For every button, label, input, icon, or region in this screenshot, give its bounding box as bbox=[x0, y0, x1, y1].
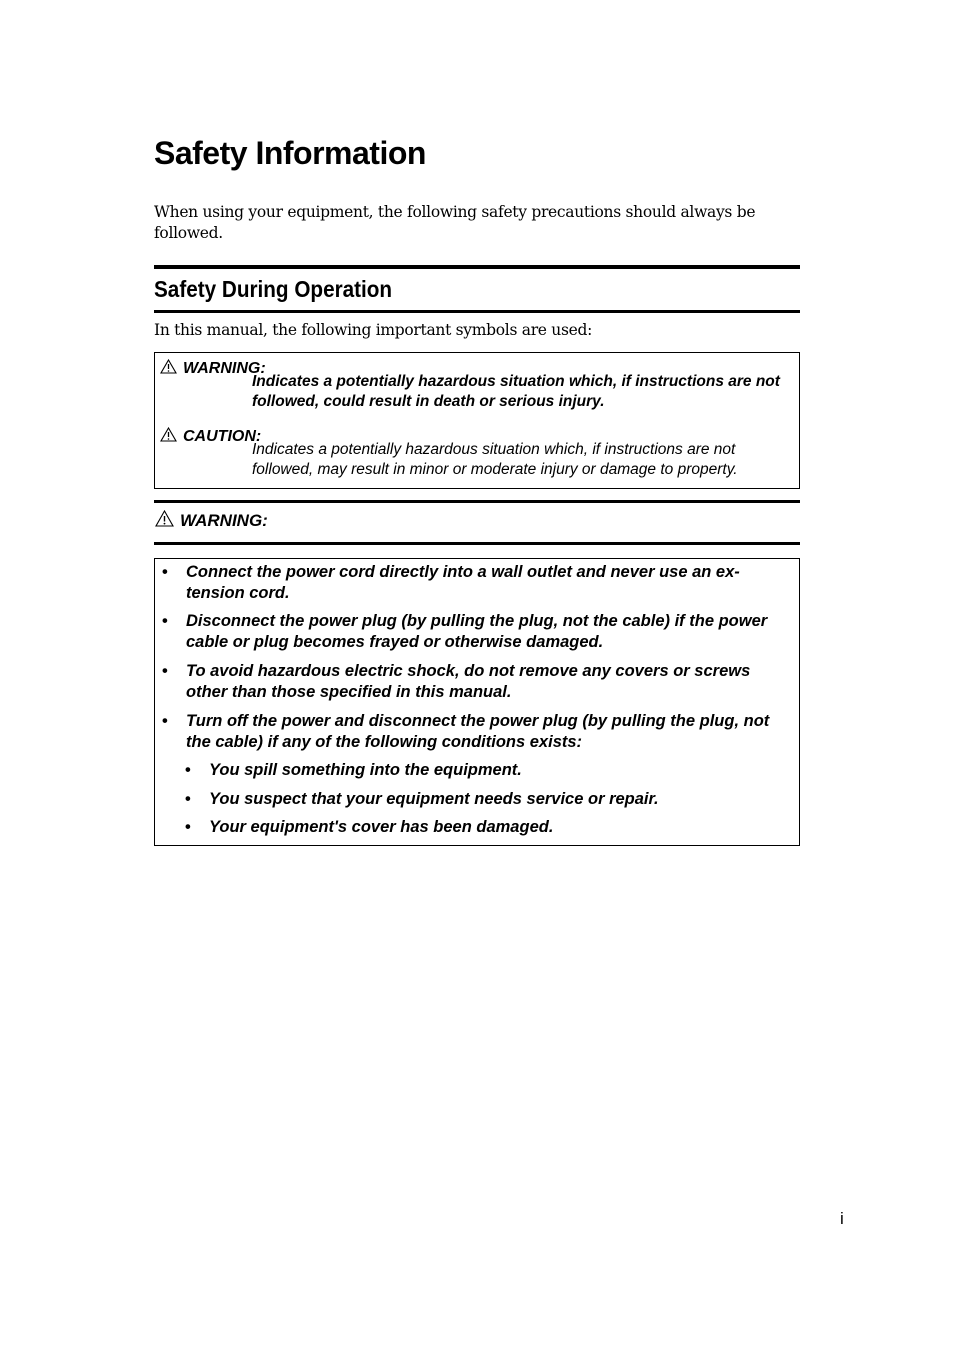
legend-caution-label bbox=[160, 427, 261, 447]
symbols-intro: In this manual, the following important symbols are used: bbox=[154, 321, 593, 339]
bullet-dot: • bbox=[162, 563, 168, 581]
section-bottom-rule bbox=[154, 310, 800, 313]
legend-caution-description: Indicates a potentially hazardous situation which, if instructions are not followed, may result in minor or moderate injury or damage to property. bbox=[252, 441, 738, 478]
warning-top-rule bbox=[154, 500, 800, 503]
section-heading: Safety During Operation bbox=[154, 276, 393, 302]
symbols-legend-box bbox=[154, 352, 800, 489]
warning-triangle-icon bbox=[155, 510, 174, 532]
bullet-dot: • bbox=[162, 662, 168, 680]
sub-list-item-text: You suspect that your equipment needs service or repair. bbox=[209, 790, 659, 808]
section-top-rule bbox=[154, 265, 800, 269]
list-item-text: Turn off the power and disconnect the power plug (by pulling the plug, not the cable) if any of the following conditions exists: bbox=[186, 712, 770, 751]
sub-list-item-text: Your equipment's cover has been damaged. bbox=[209, 818, 554, 836]
list-item-text: Disconnect the power plug (by pulling the plug, not the cable) if the power cable or plug becomes frayed or otherwise damaged. bbox=[186, 612, 768, 651]
page-number: i bbox=[840, 1209, 844, 1228]
warning-heading-text: WARNING: bbox=[180, 511, 268, 530]
intro-paragraph: When using your equipment, the following safety precautions should always be followed. bbox=[154, 203, 756, 242]
legend-caution-text: CAUTION: bbox=[183, 428, 262, 445]
warning-heading bbox=[155, 510, 268, 532]
bullet-dot: • bbox=[185, 818, 191, 836]
page-title: Safety Information bbox=[154, 135, 426, 171]
warning-list-box bbox=[154, 558, 800, 846]
bullet-dot: • bbox=[185, 790, 191, 808]
warning-bottom-rule bbox=[154, 542, 800, 545]
list-item-text: Connect the power cord directly into a wall outlet and never use an ex-tension cord. bbox=[186, 563, 740, 602]
legend-warning-text: WARNING: bbox=[183, 360, 266, 377]
warning-triangle-icon bbox=[160, 359, 177, 379]
warning-triangle-icon bbox=[160, 427, 177, 447]
legend-warning-label bbox=[160, 359, 266, 379]
sub-list-item-text: You spill something into the equipment. bbox=[209, 761, 522, 779]
list-item-text: To avoid hazardous electric shock, do not remove any covers or screws other than those specified in this manual. bbox=[186, 662, 751, 701]
legend-warning-description: Indicates a potentially hazardous situation which, if instructions are not followed, could result in death or serious injury. bbox=[252, 373, 780, 410]
bullet-dot: • bbox=[185, 761, 191, 779]
bullet-dot: • bbox=[162, 612, 168, 630]
bullet-dot: • bbox=[162, 712, 168, 730]
